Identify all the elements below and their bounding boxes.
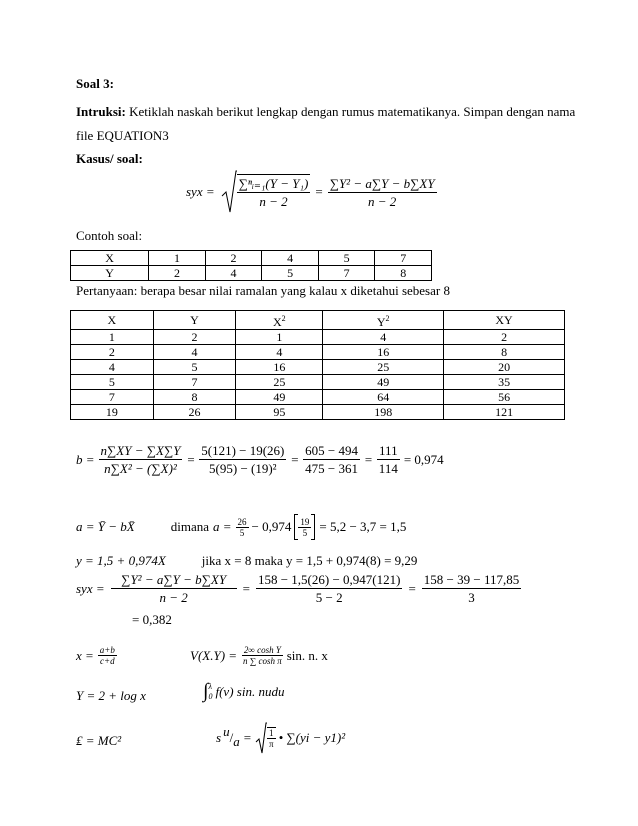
integral-limits <box>208 682 212 702</box>
header-text: X <box>272 314 282 329</box>
table-cell: 2 <box>149 266 206 281</box>
sqrt-sign-icon <box>221 170 237 214</box>
syx-formula <box>186 170 437 214</box>
table-row <box>71 251 432 266</box>
x-lhs: x = <box>76 647 94 663</box>
table-cell: 4 <box>323 330 444 345</box>
y-lhs: y = 1,5 + 0,974X <box>76 553 166 568</box>
header-text: XY <box>495 313 513 327</box>
table-cell: 26 <box>153 405 236 420</box>
table-row <box>71 360 565 375</box>
s3-frac <box>267 727 276 749</box>
table-cell: 7 <box>375 251 432 266</box>
table-cell: 4 <box>71 360 154 375</box>
table-cell: 16 <box>323 345 444 360</box>
log-formula: Y = 2 + log x <box>76 688 146 703</box>
table-cell: 56 <box>444 390 565 405</box>
a-formula <box>76 514 406 540</box>
s2-num-2: 158 − 1,5(26) − 0,947(121) <box>257 572 401 587</box>
table-cell: 16 <box>236 360 323 375</box>
s3-slash: / <box>229 730 234 745</box>
instruction-line <box>76 104 575 120</box>
integral-upper: λ <box>208 681 212 691</box>
sqrt-sign-small-icon <box>255 722 267 754</box>
s2-eq-1: = <box>242 580 250 596</box>
b-den-1: n∑X² − (∑X)² <box>104 461 177 476</box>
table-2 <box>70 310 565 420</box>
s3-u: u <box>223 724 230 739</box>
x-frac <box>98 645 117 666</box>
b-num-2: 5(121) − 19(26) <box>201 443 285 458</box>
table-cell: 1 <box>71 330 154 345</box>
table-cell: 5 <box>153 360 236 375</box>
syx-num-1: ∑ⁿᵢ₌₁(Y − Y₁) <box>238 176 309 191</box>
s2-den-3: 3 <box>468 590 475 605</box>
header-superscript: 2 <box>281 313 286 323</box>
table-1 <box>70 250 432 281</box>
x-den: c+d <box>100 656 115 666</box>
b-den-4: 114 <box>378 461 398 476</box>
table-row <box>71 375 565 390</box>
table-cell: 8 <box>375 266 432 281</box>
pound-formula: ₤ = MC² <box>76 733 122 748</box>
table-header-cell <box>444 311 565 330</box>
table-cell: 2 <box>205 251 262 266</box>
table-header-row <box>71 311 565 330</box>
b-den-3: 475 − 361 <box>305 461 359 476</box>
v-den: n ∑ cosh π <box>243 656 282 666</box>
table-cell: 20 <box>444 360 565 375</box>
a-frac-1-num: 26 <box>237 516 247 527</box>
table-cell: 7 <box>318 266 375 281</box>
table-cell: 64 <box>323 390 444 405</box>
syx-calc <box>76 571 521 606</box>
header-superscript: 2 <box>385 313 390 323</box>
table-cell: X <box>71 251 149 266</box>
table-cell: 2 <box>71 345 154 360</box>
s3-a: a <box>233 734 240 749</box>
syx-lhs: syx = <box>186 184 215 199</box>
s2-lhs: syx = <box>76 580 105 596</box>
table-cell: 4 <box>262 251 319 266</box>
integral-formula <box>203 680 284 703</box>
table-row <box>71 330 565 345</box>
a-eq: a = <box>212 519 232 534</box>
bracket-right-icon <box>311 514 315 540</box>
table-cell: Y <box>71 266 149 281</box>
b-frac-2 <box>199 442 286 477</box>
instruction-label: Intruksi: <box>76 104 126 119</box>
case-label: Kasus/ soal: <box>76 151 143 166</box>
b-den-2: 5(95) − (19)² <box>209 461 277 476</box>
b-eq-3: = <box>364 451 373 467</box>
b-eq-2: = <box>290 451 300 467</box>
a-frac-2 <box>298 517 311 538</box>
a-frac-2-num: 19 <box>300 516 310 527</box>
syx-frac-1 <box>237 174 311 210</box>
b-frac-3 <box>303 442 360 477</box>
table-cell: 8 <box>153 390 236 405</box>
table-row <box>71 266 432 281</box>
header-text: X <box>107 313 117 327</box>
b-lhs: b = <box>76 451 95 467</box>
s-formula <box>216 722 345 754</box>
integral-icon: ∫ <box>203 680 209 702</box>
example-label: Contoh soal: <box>76 228 143 243</box>
table-cell: 4 <box>205 266 262 281</box>
b-frac-4 <box>377 442 400 477</box>
b-num-3: 605 − 494 <box>305 443 359 458</box>
b-num-1: n∑XY − ∑X∑Y <box>100 443 181 458</box>
s2-den-2: 5 − 2 <box>315 590 343 605</box>
syx-den-2: n − 2 <box>367 193 397 209</box>
instruction-line-2: file EQUATION3 <box>76 128 169 143</box>
header-text: Y <box>190 313 199 327</box>
table-row <box>71 405 565 420</box>
table-cell: 2 <box>153 330 236 345</box>
s2-den-1: n − 2 <box>159 590 188 605</box>
table-header-cell <box>236 311 323 330</box>
table-cell: 7 <box>153 375 236 390</box>
integral-lower: 0 <box>208 691 213 701</box>
a-frac-2-den: 5 <box>302 527 308 538</box>
a-lhs: a = Ȳ − bX̄ <box>76 519 135 534</box>
table-header-cell <box>71 311 154 330</box>
table-cell: 5 <box>318 251 375 266</box>
table-cell: 5 <box>71 375 154 390</box>
table-cell: 1 <box>149 251 206 266</box>
a-frac-1-den: 5 <box>239 527 245 538</box>
table-cell: 19 <box>71 405 154 420</box>
s2-result: = 0,382 <box>132 612 172 627</box>
table-cell: 25 <box>323 360 444 375</box>
table-cell: 25 <box>236 375 323 390</box>
b-formula <box>76 442 444 477</box>
b-result: = 0,974 <box>403 451 444 467</box>
v-lhs: V(X.Y) = <box>190 647 238 663</box>
s3-frac-den: π <box>269 739 274 749</box>
s2-num-1: ∑Y² − a∑Y − b∑XY <box>111 571 237 589</box>
syx-eq: = <box>315 184 323 199</box>
table-cell: 121 <box>444 405 565 420</box>
v-num: 2∞ cosh Y <box>243 645 281 655</box>
a-mid: − 0,974 <box>251 519 292 534</box>
table-row <box>71 390 565 405</box>
table-cell: 2 <box>444 330 565 345</box>
table-cell: 5 <box>262 266 319 281</box>
a-result: = 5,2 − 3,7 = 1,5 <box>319 519 407 534</box>
syx-num-2: ∑Y² − a∑Y − b∑XY <box>329 175 435 191</box>
table-row <box>71 345 565 360</box>
table-cell: 1 <box>236 330 323 345</box>
v-tail: sin. n. x <box>286 647 328 663</box>
y-formula <box>76 553 417 569</box>
table-header-cell <box>323 311 444 330</box>
syx-den-1: n − 2 <box>259 194 288 209</box>
v-formula <box>190 645 328 666</box>
table-cell: 4 <box>236 345 323 360</box>
table-cell: 35 <box>444 375 565 390</box>
b-eq-1: = <box>186 451 196 467</box>
x-formula <box>76 645 117 666</box>
y-text: jika x = 8 maka y = 1,5 + 0,974(8) = 9,29 <box>201 553 418 568</box>
s2-frac-1 <box>111 571 237 606</box>
s3-s: s <box>216 730 222 745</box>
table-cell: 8 <box>444 345 565 360</box>
question-text: Pertanyaan: berapa besar nilai ramalan yang kalau x diketahui sebesar 8 <box>76 283 450 298</box>
header-text: Y <box>376 314 386 329</box>
table-cell: 4 <box>153 345 236 360</box>
table-cell: 7 <box>71 390 154 405</box>
table-cell: 198 <box>323 405 444 420</box>
s2-num-3: 158 − 39 − 117,85 <box>423 572 520 587</box>
syx-frac-2 <box>328 175 437 210</box>
x-num: a+b <box>99 645 115 655</box>
s3-tail: • ∑(yi − y1)² <box>278 730 346 745</box>
v-frac <box>241 645 284 666</box>
s3-frac-num: 1 <box>269 728 274 738</box>
s2-eq-2: = <box>408 580 416 596</box>
table-cell: 49 <box>323 375 444 390</box>
b-frac-1 <box>99 442 183 477</box>
s2-frac-2 <box>256 571 402 606</box>
page-heading: Soal 3: <box>76 76 114 91</box>
integral-body: f(v) sin. nudu <box>215 683 285 699</box>
a-dimana: dimana <box>170 519 209 534</box>
a-frac-1 <box>236 517 249 538</box>
b-num-4: 111 <box>379 443 398 458</box>
s3-eq: = <box>243 730 252 745</box>
table-header-cell <box>153 311 236 330</box>
table-cell: 95 <box>236 405 323 420</box>
s2-frac-3 <box>422 571 521 606</box>
instruction-text: Ketiklah naskah berikut lengkap dengan rumus matematikanya. Simpan dengan nama <box>125 104 576 119</box>
table-cell: 49 <box>236 390 323 405</box>
